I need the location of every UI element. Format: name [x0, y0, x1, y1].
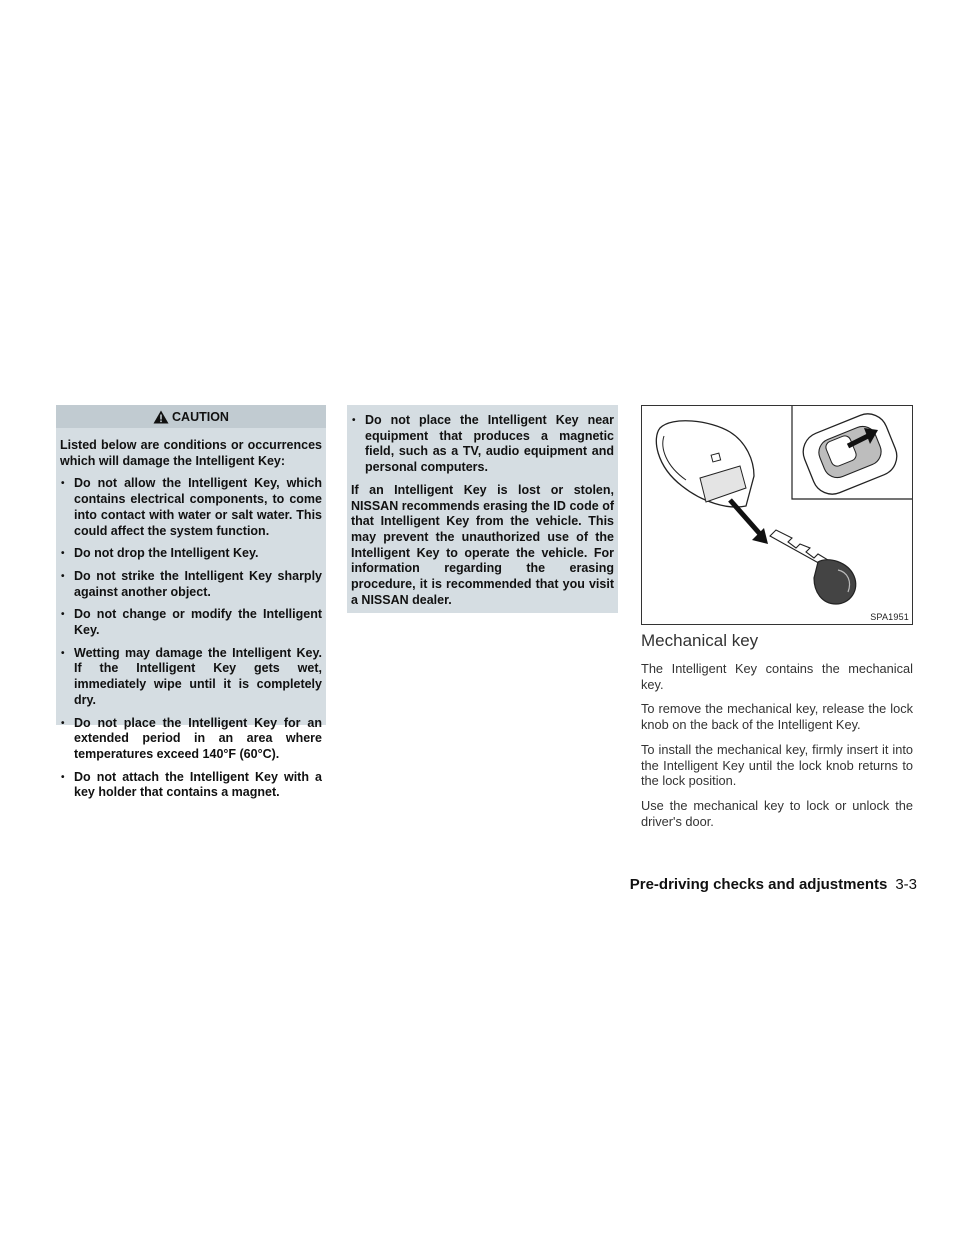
page-footer	[630, 876, 917, 893]
figure-label: SPA1951	[870, 612, 909, 622]
page-number: 3-3	[895, 876, 917, 893]
section-body	[641, 661, 913, 838]
caution-item: • Do not place the Intelligent Key near equipment that produces a magnetic field, such as a TV, audio equipment and personal computers.	[351, 413, 614, 476]
caution-title: CAUTION	[172, 409, 229, 424]
caution-item: • Do not change or modify the Intelligent Key.	[60, 607, 322, 638]
caution-item: • Do not drop the Intelligent Key.	[60, 546, 322, 562]
caution-item: • Do not attach the Intelligent Key with a key holder that contains a magnet.	[60, 770, 322, 801]
caution-item: • Do not strike the Intelligent Key sharply against another object.	[60, 569, 322, 600]
section-title: Mechanical key	[641, 631, 759, 650]
paragraph: The Intelligent Key contains the mechanical key.	[641, 661, 913, 692]
paragraph: To remove the mechanical key, release the lock knob on the back of the Intelligent Key.	[641, 701, 913, 733]
caution-intro: Listed below are conditions or occurrences which will damage the Intelligent Key:	[60, 438, 322, 468]
caution-header	[56, 405, 326, 428]
warning-icon	[153, 410, 169, 424]
footer-section-name: Pre-driving checks and adjustments	[629, 876, 888, 893]
key-illustration	[642, 406, 912, 624]
caution-closing: If an Intelligent Key is lost or stolen, NISSAN recommends erasing the ID code of that Intelligent Key from the vehicle. This may prevent the unauthorized use of the Intelligent Key to operate the vehicle. For information regarding the erasing procedure, it is recommended that you visit a NISSAN dealer.	[351, 482, 614, 607]
caution-item: • Do not place the Intelligent Key for an extended period in an area where temperatures exceed 140°F (60°C).	[60, 716, 322, 763]
paragraph: Use the mechanical key to lock or unlock the driver's door.	[641, 797, 913, 829]
mechanical-key-figure	[641, 405, 913, 625]
caution-list-left	[60, 476, 322, 801]
caution-item: • Do not allow the Intelligent Key, which contains electrical components, to come into contact with water or salt water. This could affect the system function.	[60, 476, 322, 539]
caution-box-right	[347, 405, 618, 613]
caution-item: • Wetting may damage the Intelligent Key. If the Intelligent Key gets wet, immediately wipe until it is completely dry.	[60, 646, 322, 709]
caution-list-right	[351, 413, 614, 476]
caution-box-left	[56, 405, 326, 800]
paragraph: To install the mechanical key, firmly insert it into the Intelligent Key until the lock knob returns to the lock position.	[641, 741, 913, 789]
